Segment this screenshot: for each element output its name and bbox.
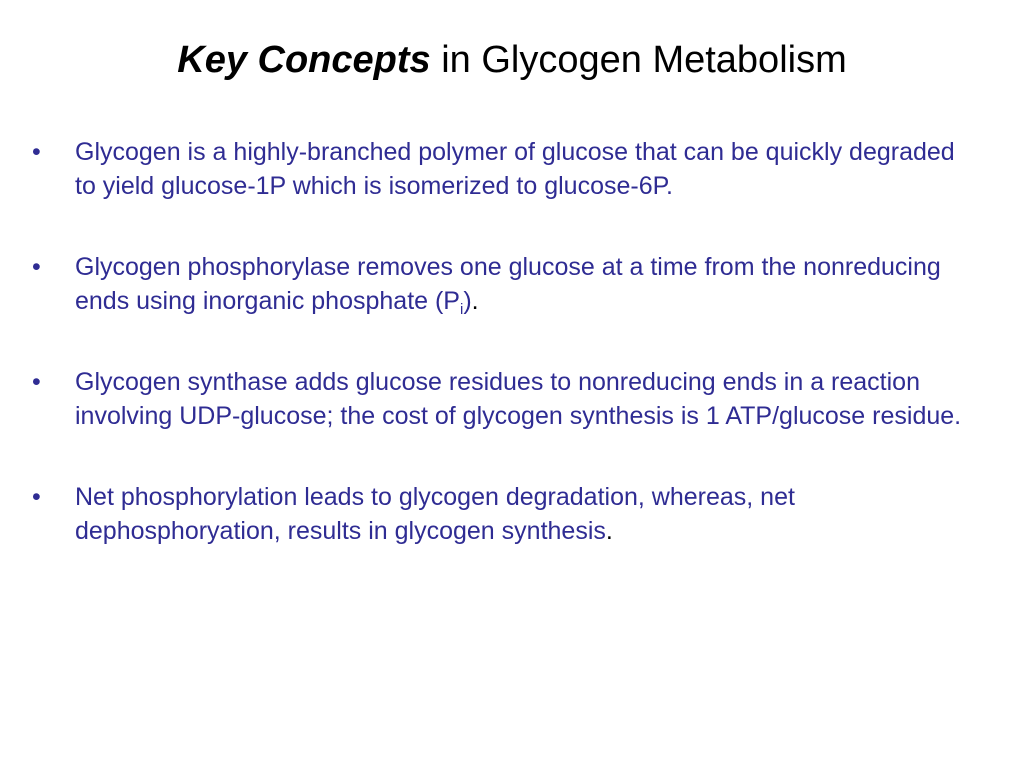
title-rest: in Glycogen Metabolism [430, 39, 847, 81]
bullet-marker: • [32, 483, 41, 511]
bullet-text-2: Glycogen phosphorylase removes one glucose at a time from the nonreducing ends using inorganic phosphate (P [75, 253, 941, 315]
bullet-text-4: Net phosphorylation leads to glycogen degradation, whereas, net dephosphoryation, results in glycogen synthesis [75, 483, 795, 545]
title-emphasis: Key Concepts [177, 39, 431, 81]
bullet-item-2 [32, 250, 972, 318]
bullet-text-1: Glycogen is a highly-branched polymer of glucose that can be quickly degraded to yield glucose-1P which is isomerized to glucose-6P. [75, 138, 955, 200]
bullet-text-3: Glycogen synthase adds glucose residues to nonreducing ends in a reaction involving UDP-glucose; the cost of glycogen synthesis is 1 ATP/glucose residue. [75, 368, 962, 430]
bullet-item-3 [32, 365, 972, 433]
phosphate-subscript: i [460, 301, 464, 318]
bullet-period-2: . [471, 287, 479, 315]
bullet-text-2-close: ) [463, 287, 472, 315]
bullet-item-1 [32, 135, 972, 203]
bullet-marker: • [32, 138, 41, 166]
bullet-item-4 [32, 480, 972, 548]
slide-title [0, 36, 1024, 84]
bullet-period-4: . [605, 517, 613, 545]
bullet-marker: • [32, 368, 41, 396]
bullet-list [32, 135, 972, 595]
bullet-marker: • [32, 253, 41, 281]
